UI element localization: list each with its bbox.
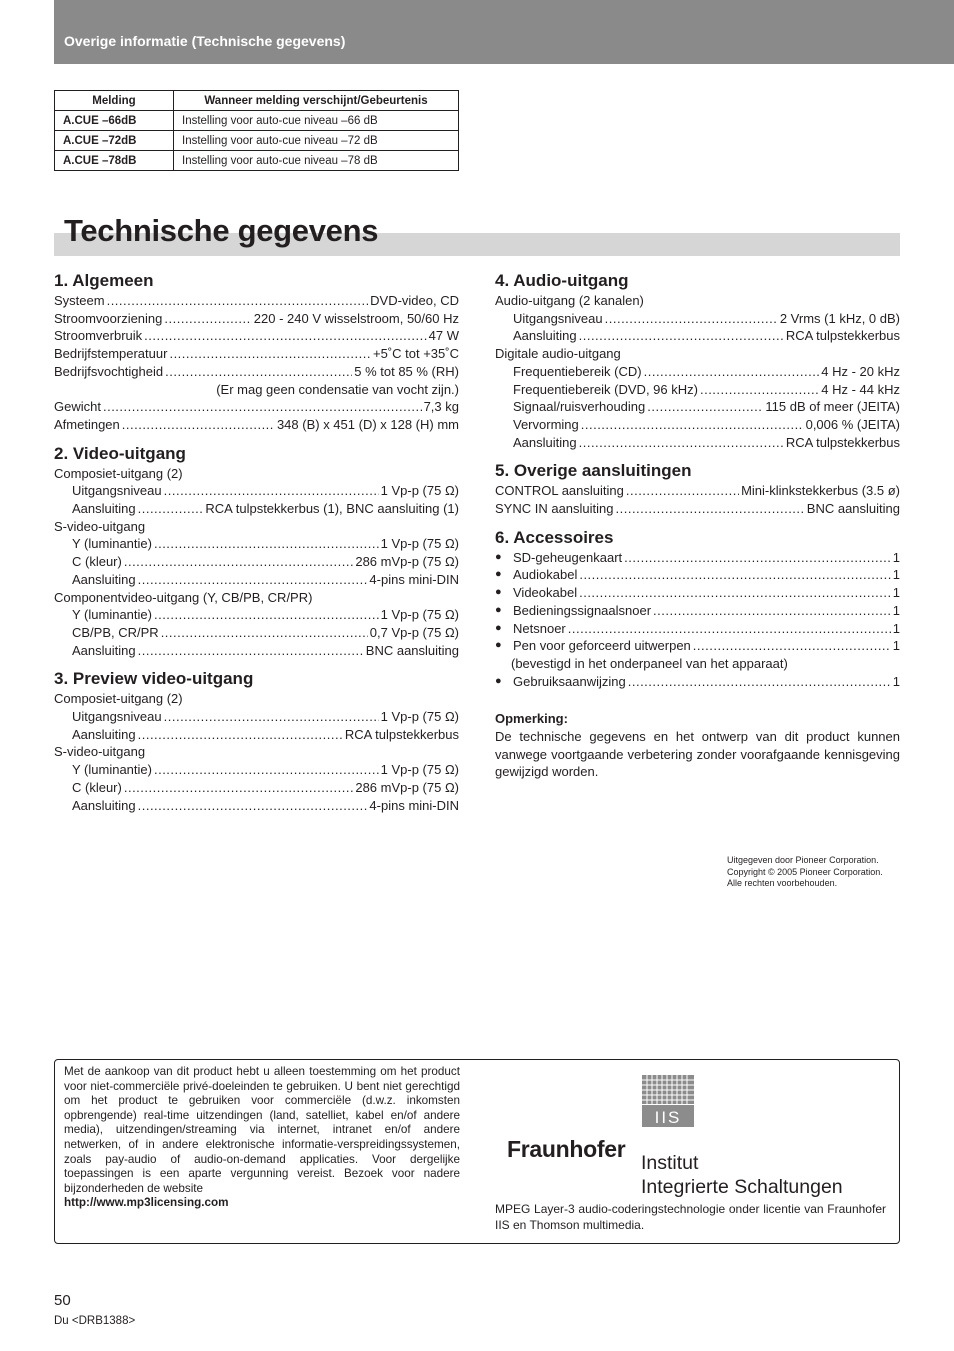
spec-value: +5˚C tot +35˚C — [373, 346, 459, 362]
publisher-line: Uitgegeven door Pioneer Corporation. — [727, 855, 879, 865]
section-accessoires — [495, 527, 900, 691]
spec-row — [54, 571, 459, 589]
institute-name — [641, 1151, 843, 1199]
spec-row — [54, 779, 459, 797]
spec-value: 1 Vp-p (75 Ω) — [380, 709, 459, 725]
spec-row — [54, 606, 459, 624]
section-preview — [54, 668, 459, 814]
page-title: Technische gegevens — [64, 213, 379, 248]
spec-label: Frequentiebereik (DVD, 96 kHz) — [513, 381, 698, 397]
table-cell: Instelling voor auto-cue niveau –72 dB — [174, 131, 459, 151]
spec-value: 2 Vrms (1 kHz, 0 dB) — [779, 310, 900, 326]
item-label: Pen voor geforceerd uitwerpen — [513, 638, 691, 654]
section-heading: 6. Accessoires — [495, 527, 614, 547]
spec-value: 348 (B) x 451 (D) x 128 (H) mm — [276, 416, 459, 432]
sub-heading: Componentvideo-uitgang (Y, CB/PB, CR/PR) — [54, 589, 313, 605]
table-header-cell: Melding — [55, 91, 174, 111]
spec-label: C (kleur) — [72, 554, 122, 570]
spec-value: RCA tulpstekkerbus — [344, 726, 459, 742]
institute-line: Institut — [641, 1152, 699, 1174]
right-column — [495, 270, 900, 781]
spec-label: Stroomvoorziening — [54, 310, 163, 326]
spec-row — [54, 363, 459, 381]
section-video — [54, 443, 459, 660]
logo-iis-text: IIS — [654, 1108, 682, 1127]
spec-label: Aansluiting — [72, 797, 136, 813]
item-label: Audiokabel — [513, 567, 578, 583]
spec-value: 47 W — [428, 328, 459, 344]
spec-label: CB/PB, CR/PR — [72, 624, 159, 640]
spec-row — [495, 381, 900, 399]
table-row — [55, 131, 459, 151]
sub-heading: S-video-uitgang — [54, 744, 146, 760]
item-value: 1 — [892, 602, 900, 618]
note-text: De technische gegevens en het ontwerp van dit product kunnen vanwege voortgaande verbetering zonder voorafgaande kennisgeving gewijzigd worden. — [495, 729, 900, 780]
spec-value: RCA tulpstekkerbus (1), BNC aansluiting (1) — [205, 501, 459, 517]
bullet-icon: ● — [495, 568, 502, 581]
table-cell: A.CUE –66dB — [55, 111, 174, 131]
spec-value: 4-pins mini-DIN — [369, 797, 459, 813]
table-header-row — [55, 91, 459, 111]
sub-heading: S-video-uitgang — [54, 518, 146, 534]
message-table — [54, 90, 459, 171]
list-item — [495, 584, 900, 602]
table-header-cell: Wanneer melding verschijnt/Gebeurtenis — [174, 91, 459, 111]
bullet-icon: ● — [495, 674, 502, 687]
item-label: Netsnoer — [513, 620, 566, 636]
spec-value: 1 Vp-p (75 Ω) — [380, 536, 459, 552]
spec-label: Uitgangsniveau — [513, 310, 603, 326]
spec-value: 4 Hz - 44 kHz — [821, 381, 900, 397]
list-item — [495, 602, 900, 620]
item-label: Gebruiksaanwijzing — [513, 673, 626, 689]
spec-row — [495, 310, 900, 328]
list-item — [495, 549, 900, 567]
publisher-info — [727, 855, 883, 890]
spec-row — [54, 345, 459, 363]
spec-row — [495, 482, 900, 500]
bullet-icon: ● — [495, 603, 502, 616]
spec-label: Aansluiting — [513, 328, 577, 344]
license-box — [54, 1059, 900, 1244]
table-cell: A.CUE –78dB — [55, 151, 174, 171]
spec-row — [54, 797, 459, 815]
spec-row — [54, 553, 459, 571]
item-label: Bedieningssignaalsnoer — [513, 602, 652, 618]
spec-row — [54, 292, 459, 310]
spec-value: RCA tulpstekkerbus — [785, 434, 900, 450]
spec-row — [54, 761, 459, 779]
spec-value: DVD-video, CD — [370, 293, 459, 308]
bullet-icon: ● — [495, 621, 502, 634]
institute-line: Integrierte Schaltungen — [641, 1176, 843, 1198]
spec-row — [54, 416, 459, 434]
sub-heading: Composiet-uitgang (2) — [54, 691, 183, 707]
list-item — [495, 637, 900, 655]
list-item — [495, 566, 900, 584]
spec-row — [495, 398, 900, 416]
fraunhofer-iis-logo-icon — [642, 1075, 694, 1127]
item-value: 1 — [892, 549, 900, 565]
spec-label: Stroomverbruik — [54, 328, 143, 344]
spec-value: 4 Hz - 20 kHz — [821, 363, 900, 379]
item-value: 1 — [892, 638, 900, 654]
spec-row — [54, 398, 459, 416]
publisher-line: Copyright © 2005 Pioneer Corporation. — [727, 866, 883, 877]
spec-value: 0,006 % (JEITA) — [805, 416, 900, 432]
spec-label: Systeem — [54, 293, 105, 308]
fraunhofer-name: Fraunhofer — [507, 1136, 626, 1162]
spec-value: 1 Vp-p (75 Ω) — [380, 607, 459, 623]
table-cell: Instelling voor auto-cue niveau –78 dB — [174, 151, 459, 171]
spec-row — [495, 434, 900, 452]
spec-label: SYNC IN aansluiting — [495, 501, 614, 517]
pen-note: (bevestigd in het onderpaneel van het apparaat) — [511, 655, 788, 671]
item-value: 1 — [892, 567, 900, 583]
item-label: Videokabel — [513, 585, 578, 601]
humidity-note: (Er mag geen condensatie van vocht zijn.) — [216, 381, 459, 397]
spec-label: Gewicht — [54, 399, 101, 415]
sub-heading: Composiet-uitgang (2) — [54, 465, 183, 481]
bullet-icon: ● — [495, 550, 502, 563]
spec-value: 1 Vp-p (75 Ω) — [380, 762, 459, 778]
spec-label: Bedrijfsvochtigheid — [54, 363, 164, 379]
table-row — [55, 151, 459, 171]
spec-value: 0,7 Vp-p (75 Ω) — [369, 624, 459, 640]
spec-value: 286 mVp-p (75 Ω) — [355, 779, 459, 795]
header-bar — [54, 0, 954, 64]
spec-value: 4-pins mini-DIN — [369, 571, 459, 587]
section-opmerking — [495, 710, 900, 781]
spec-row — [54, 726, 459, 744]
item-value: 1 — [892, 620, 900, 636]
spec-value: RCA tulpstekkerbus — [785, 328, 900, 344]
spec-label: CONTROL aansluiting — [495, 483, 624, 499]
bullet-icon: ● — [495, 639, 502, 652]
section-heading: 1. Algemeen — [54, 271, 154, 290]
page-number: 50 — [54, 1292, 71, 1309]
sub-heading: Audio-uitgang (2 kanalen) — [495, 293, 644, 308]
spec-row — [54, 310, 459, 328]
spec-label: Afmetingen — [54, 416, 120, 432]
item-value: 1 — [892, 585, 900, 601]
spec-label: Y (luminantie) — [72, 607, 152, 623]
spec-label: Uitgangsniveau — [72, 483, 162, 499]
spec-value: Mini-klinkstekkerbus (3.5 ø) — [741, 483, 900, 499]
spec-value: 7,3 kg — [423, 399, 459, 415]
sub-heading: Digitale audio-uitgang — [495, 346, 621, 362]
table-cell: A.CUE –72dB — [55, 131, 174, 151]
spec-row — [495, 327, 900, 345]
document-code: Du <DRB1388> — [54, 1315, 136, 1327]
spec-row — [495, 363, 900, 381]
spec-label: Aansluiting — [72, 501, 136, 517]
spec-row — [495, 416, 900, 434]
section-overige — [495, 460, 900, 517]
note-heading: Opmerking: — [495, 711, 568, 727]
section-heading: 5. Overige aansluitingen — [495, 461, 692, 481]
spec-label: Aansluiting — [72, 642, 136, 658]
left-column — [54, 270, 459, 823]
spec-value: BNC aansluiting — [365, 642, 459, 658]
header-title: Overige informatie (Technische gegevens) — [64, 33, 346, 49]
spec-row — [54, 327, 459, 345]
spec-row — [54, 500, 459, 518]
table-row — [55, 111, 459, 131]
spec-label: C (kleur) — [72, 779, 122, 795]
spec-row — [495, 500, 900, 518]
item-value: 1 — [892, 673, 900, 689]
item-label: SD-geheugenkaart — [513, 549, 623, 565]
section-heading: 4. Audio-uitgang — [495, 271, 629, 290]
bullet-icon: ● — [495, 586, 502, 599]
spec-value: 220 - 240 V wisselstroom, 50/60 Hz — [253, 310, 459, 326]
section-heading: 3. Preview video-uitgang — [54, 669, 254, 689]
spec-row — [54, 624, 459, 642]
spec-label: Vervorming — [513, 416, 579, 432]
spec-row — [54, 642, 459, 660]
section-audio — [495, 270, 900, 451]
spec-label: Frequentiebereik (CD) — [513, 363, 642, 379]
spec-label: Aansluiting — [513, 434, 577, 450]
spec-row — [54, 535, 459, 553]
license-body: Met de aankoop van dit product hebt u alleen toestemming om het product voor niet-commerciële privé-doeleinden te gebruiken. U bent niet gerechtigd om het product te gebruiken voor commerciële (d.w.z. inkomsten opbrengende) real-time uitzendingen (land, satelliet, kabel en/of andere media), uitzendingen/streaming via internet, intranet en/of andere netwerken, of in andere elektronische informatie-verspreidingssystemen, zoals pay-audio of audio-on-demand applicaties. Voor dergelijke toepassingen is een aparte vergunning vereist. Bezoek voor nadere bijzonderheden de website — [64, 1065, 460, 1195]
list-item — [495, 620, 900, 638]
table-cell: Instelling voor auto-cue niveau –66 dB — [174, 111, 459, 131]
spec-row — [54, 482, 459, 500]
mpeg-license-text: MPEG Layer-3 audio-coderingstechnologie onder licentie van Fraunhofer IIS en Thomson multimedia. — [495, 1202, 886, 1232]
list-item — [495, 673, 900, 691]
spec-label: Uitgangsniveau — [72, 709, 162, 725]
publisher-line: Alle rechten voorbehouden. — [727, 878, 838, 888]
spec-label: Aansluiting — [72, 571, 136, 587]
spec-label: Signaal/ruisverhouding — [513, 399, 646, 415]
spec-value: 115 dB of meer (JEITA) — [765, 399, 900, 415]
license-url[interactable]: http://www.mp3licensing.com — [64, 1196, 229, 1210]
spec-label: Y (luminantie) — [72, 536, 152, 552]
spec-row — [54, 708, 459, 726]
section-heading: 2. Video-uitgang — [54, 443, 186, 463]
spec-value: 1 Vp-p (75 Ω) — [380, 483, 459, 499]
spec-value: BNC aansluiting — [806, 501, 900, 517]
section-algemeen — [54, 270, 459, 434]
spec-label: Aansluiting — [72, 726, 136, 742]
spec-value: 286 mVp-p (75 Ω) — [355, 554, 459, 570]
spec-value: 5 % tot 85 % (RH) — [354, 363, 459, 379]
spec-label: Y (luminantie) — [72, 762, 152, 778]
spec-label: Bedrijfstemperatuur — [54, 346, 168, 362]
license-text — [64, 1065, 460, 1211]
